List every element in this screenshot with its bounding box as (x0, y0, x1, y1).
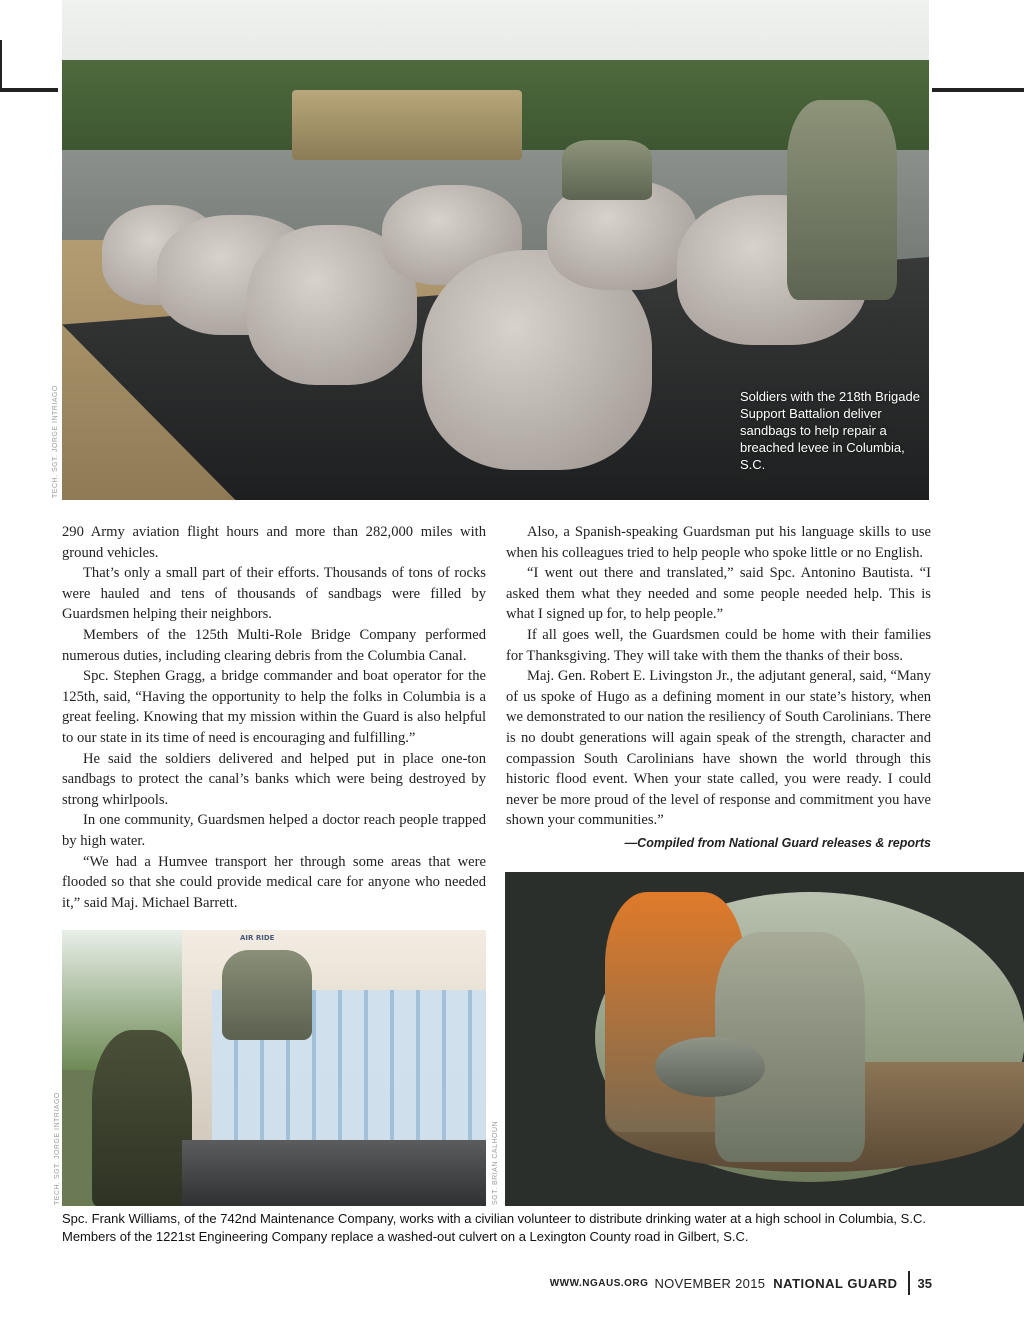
top-photo-caption: Soldiers with the 218th Brigade Support Battalion deliver sandbags to help repair a breached levee in Columbia, S.C. (740, 389, 920, 472)
bottom-photos-caption: Spc. Frank Williams, of the 742nd Maintenance Company, works with a civilian volunteer to distribute drinking water at a high school in Columbia, S.C. Members of the 1221st Engineering Company replace a washed-out culvert on a Lexington County road in Gilbert, S.C. (62, 1211, 926, 1244)
photo-soldier (222, 950, 312, 1040)
photo-soldier (562, 140, 652, 200)
paragraph: Spc. Stephen Gragg, a bridge commander and boat operator for the 125th, said, “Having the opportunity to help the folks in Columbia is a great feeling. Knowing that my mission within the Guard is also helpful to our state in its time of need is encouraging and fulfilling.” (62, 668, 486, 746)
article-signature: —Compiled from National Guard releases & reports (624, 835, 931, 850)
paragraph: That’s only a small part of their efforts. Thousands of tons of rocks were hauled and tens of thousands of sandbags were filled by Guardsmen helping their neighbors. (62, 565, 486, 623)
page-footer (550, 1272, 932, 1294)
right-photo-credit: SGT. BRIAN CALHOUN (492, 1120, 499, 1205)
photo-truck-bed (182, 1140, 486, 1206)
photo-soldier (787, 100, 897, 300)
left-margin-rule (0, 88, 58, 92)
footer-url: WWW.NGAUS.ORG (549, 1277, 649, 1289)
paragraph: 290 Army aviation flight hours and more than 282,000 miles with ground vehicles. (62, 524, 486, 561)
footer-issue-date: NOVEMBER 2015 (654, 1275, 766, 1291)
photo-sandbag (655, 1037, 765, 1097)
page-number: 35 (917, 1275, 932, 1291)
top-photo-sandbags (62, 0, 929, 500)
photo-military-truck (292, 90, 522, 160)
article-column-2 (506, 522, 931, 854)
footer-separator (908, 1271, 910, 1295)
left-margin-rule-vertical (0, 40, 2, 90)
paragraph: He said the soldiers delivered and helped put in place one-ton sandbags to protect the canal’s banks which were being destroyed by strong whirlpools. (62, 750, 486, 808)
photo-culvert-repair (505, 872, 1024, 1206)
photo-volunteer (92, 1030, 192, 1206)
right-margin-rule (932, 88, 1024, 92)
photo-truck-text: AIR RIDE (240, 934, 275, 942)
paragraph: Maj. Gen. Robert E. Livingston Jr., the adjutant general, said, “Many of us spoke of Hugo as a defining moment in our state’s history, when we demonstrated to our nation the resiliency of South Carolinians. There is no doubt generations will again speak of the strength, character and compassion South Carolinians have shown the world through this historic flood event. When your state called, you were ready. I could never be more proud of the level of response and commitment you have shown your communities.” (506, 668, 931, 829)
paragraph: “We had a Humvee transport her through some areas that were flooded so that she could provide medical care for anyone who needed it,” said Maj. Michael Barrett. (62, 853, 486, 911)
paragraph: “I went out there and translated,” said Spc. Antonino Bautista. “I asked them what they needed and some people needed help. This is what I signed up for, to help people.” (506, 565, 931, 623)
paragraph: In one community, Guardsmen helped a doctor reach people trapped by high water. (62, 812, 486, 849)
paragraph: If all goes well, the Guardsmen could be home with their families for Thanksgiving. They will take with them the thanks of their boss. (506, 626, 931, 664)
footer-magazine-title: NATIONAL GUARD (773, 1275, 898, 1291)
top-photo-credit: TECH. SGT. JORGE INTRIAGO (52, 385, 59, 498)
article-column-1 (62, 522, 486, 913)
photo-water-distribution (62, 930, 486, 1206)
paragraph: Members of the 125th Multi-Role Bridge Company performed numerous duties, including clearing debris from the Columbia Canal. (62, 626, 486, 664)
left-photo-credit: TECH. SGT. JORGE INTRIAGO (54, 1092, 61, 1205)
paragraph: Also, a Spanish-speaking Guardsman put his language skills to use when his colleagues tried to help people who spoke little or no English. (506, 524, 931, 561)
